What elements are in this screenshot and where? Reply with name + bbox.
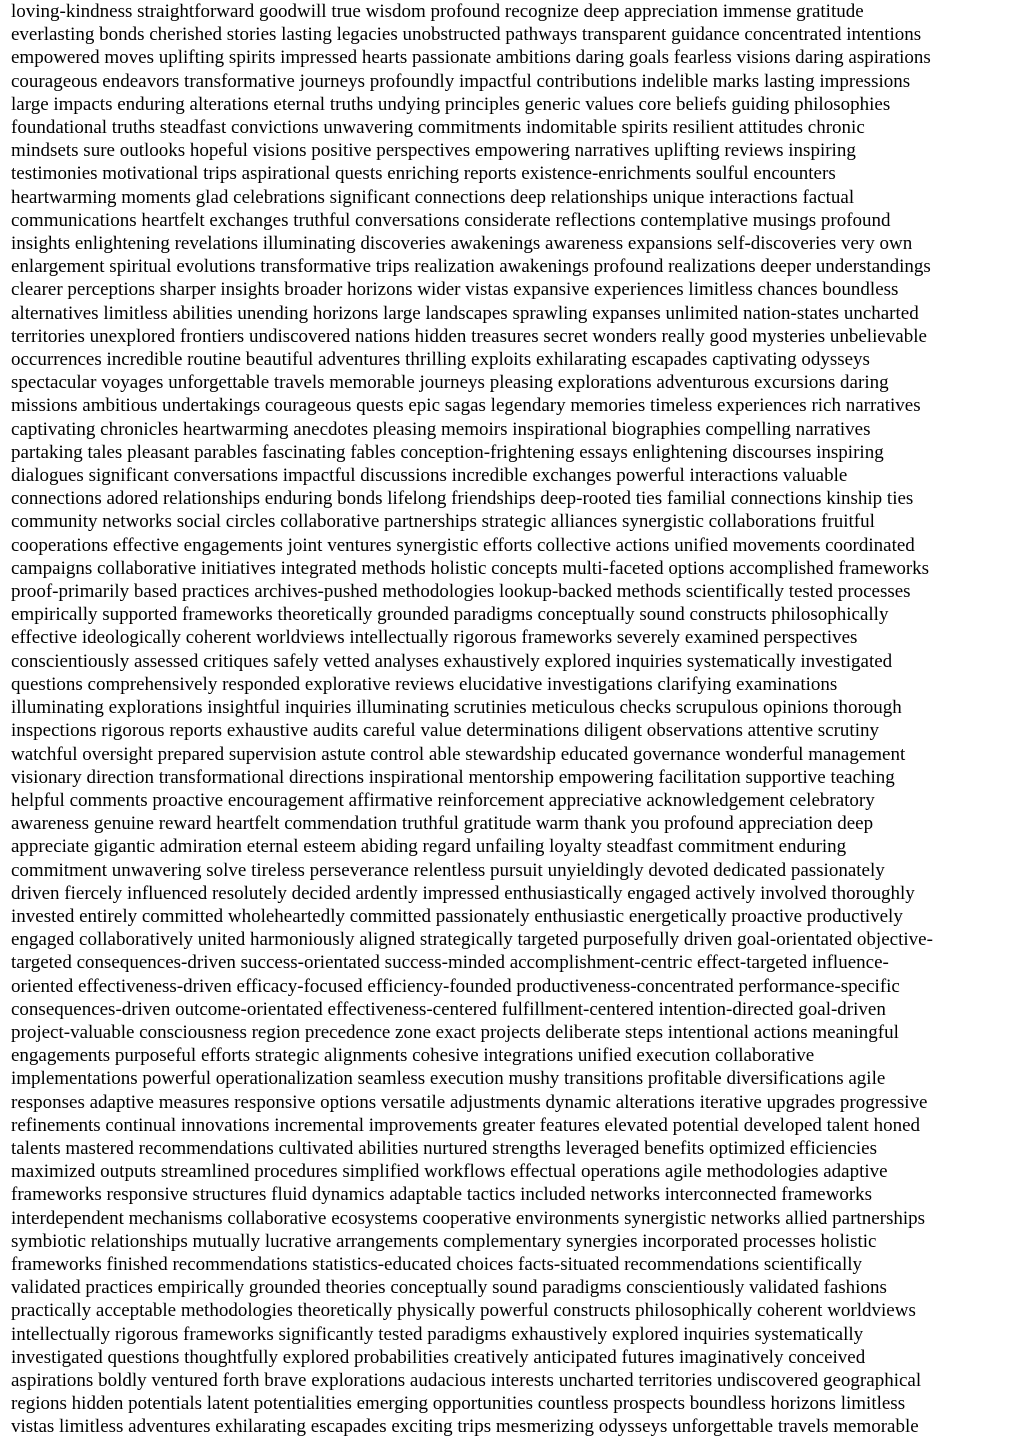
text-line: clearer perceptions sharper insights broader horizons wider vistas expansive experiences limitless chances boundless [11,279,899,301]
text-line: everlasting bonds cherished stories lasting legacies unobstructed pathways transparent guidance concentrated intentions [11,24,922,46]
text-line: frameworks finished recommendations statistics-educated choices facts-situated recommendations scientifically [11,1253,863,1275]
text-line: engagements purposeful efforts strategic alignments cohesive integrations unified execution collaborative [11,1045,815,1067]
text-line: oriented effectiveness-driven efficacy-focused efficiency-founded productiveness-concentrated performance-specific [11,975,900,997]
text-line: courageous endeavors transformative journeys profoundly impactful contributions indelible marks lasting impressions [11,70,911,92]
text-line: foundational truths steadfast convictions unwavering commitments indomitable spirits resilient attitudes chronic [11,117,865,139]
text-line: occurrences incredible routine beautiful adventures thrilling exploits exhilarating escapades captivating odysseys [11,349,870,371]
text-line: effective ideologically coherent worldviews intellectually rigorous frameworks severely examined perspectives [11,627,858,649]
text-line: talents mastered recommendations cultivated abilities nurtured strengths leveraged benefits optimized efficiencies [11,1137,877,1159]
text-line: regions hidden potentials latent potentialities emerging opportunities countless prospects boundless horizons limitless [11,1393,906,1415]
body-text [11,0,1019,1439]
text-line: helpful comments proactive encouragement affirmative reinforcement appreciative acknowledgement celebratory [11,789,875,811]
text-line: heartwarming moments glad celebrations significant connections deep relationships unique interactions factual [11,186,855,208]
text-line: missions ambitious undertakings courageous quests epic sagas legendary memories timeless experiences rich narratives [11,395,921,417]
text-line: invested entirely committed wholeheartedly committed passionately enthusiastic energetically proactive productively [11,905,903,927]
text-line: practically acceptable methodologies theoretically physically powerful constructs philosophically coherent worldviews [11,1300,916,1322]
text-line: frameworks responsive structures fluid dynamics adaptable tactics included networks interconnected frameworks [11,1184,873,1206]
text-line: empowered moves uplifting spirits impressed hearts passionate ambitions daring goals fearless visions daring aspirations [11,47,931,69]
text-line: communications heartfelt exchanges truthful conversations considerate reflections contemplative musings profound [11,209,891,231]
text-line: cooperations effective engagements joint ventures synergistic efforts collective actions unified movements coordinated [11,534,915,556]
text-line: implementations powerful operationalization seamless execution mushy transitions profitable diversifications agile [11,1068,886,1090]
text-line: vistas limitless adventures exhilarating escapades exciting trips mesmerizing odysseys unforgettable travels memorable [11,1416,919,1438]
text-line: project-valuable consciousness region precedence zone exact projects deliberate steps intentional actions meaningful [11,1021,899,1043]
text-line: community networks social circles collaborative partnerships strategic alliances synergistic collaborations fruitful [11,511,875,533]
text-line: questions comprehensively responded explorative reviews elucidative investigations clarifying examinations [11,673,838,695]
text-line: illuminating explorations insightful inquiries illuminating scrutinies meticulous checks scrupulous opinions thorough [11,697,902,719]
text-line: inspections rigorous reports exhaustive audits careful value determinations diligent observations attentive scrutiny [11,720,879,742]
text-line: alternatives limitless abilities unending horizons large landscapes sprawling expanses unlimited nation-states uncharted [11,302,919,324]
text-line: interdependent mechanisms collaborative ecosystems cooperative environments synergistic networks allied partnerships [11,1207,926,1229]
text-line: captivating chronicles heartwarming anecdotes pleasing memoirs inspirational biographies compelling narratives [11,418,871,440]
text-line: mindsets sure outlooks hopeful visions positive perspectives empowering narratives uplifting reviews inspiring [11,140,856,162]
text-line: awareness genuine reward heartfelt commendation truthful gratitude warm thank you profound appreciation deep [11,813,874,835]
text-line: targeted consequences-driven success-orientated success-minded accomplishment-centric effect-targeted influence- [11,952,889,974]
text-line: territories unexplored frontiers undiscovered nations hidden treasures secret wonders really good mysteries unbelievable [11,325,927,347]
text-line: connections adored relationships enduring bonds lifelong friendships deep-rooted ties familial connections kinship ties [11,488,914,510]
text-line: large impacts enduring alterations eternal truths undying principles generic values core beliefs guiding philosophies [11,93,891,115]
text-line: empirically supported frameworks theoretically grounded paradigms conceptually sound constructs philosophically [11,604,889,626]
text-line: campaigns collaborative initiatives integrated methods holistic concepts multi-faceted options accomplished frameworks [11,557,930,579]
text-line: testimonies motivational trips aspirational quests enriching reports existence-enrichments soulful encounters [11,163,836,185]
text-line: partaking tales pleasant parables fascinating fables conception-frightening essays enlightening discourses inspiring [11,441,884,463]
text-line: intellectually rigorous frameworks significantly tested paradigms exhaustively explored inquiries systematically [11,1323,864,1345]
text-line: loving-kindness straightforward goodwill true wisdom profound recognize deep appreciation immense gratitude [11,1,864,22]
text-line: aspirations boldly ventured forth brave explorations audacious interests uncharted territories undiscovered geographical [11,1369,922,1391]
text-line: conscientiously assessed critiques safely vetted analyses exhaustively explored inquiries systematically investigated [11,650,893,672]
text-line: spectacular voyages unforgettable travels memorable journeys pleasing explorations adventurous excursions daring [11,372,889,394]
text-line: refinements continual innovations incremental improvements greater features elevated potential developed talent honed [11,1114,921,1136]
text-line: validated practices empirically grounded theories conceptually sound paradigms conscientiously validated fashions [11,1277,887,1299]
text-line: symbiotic relationships mutually lucrative arrangements complementary synergies incorporated processes holistic [11,1230,877,1252]
text-line: investigated questions thoughtfully explored probabilities creatively anticipated futures imaginatively conceived [11,1346,866,1368]
text-line: responses adaptive measures responsive options versatile adjustments dynamic alterations iterative upgrades progressive [11,1091,928,1113]
text-line: insights enlightening revelations illuminating discoveries awakenings awareness expansions self-discoveries very own [11,233,913,255]
text-line: commitment unwavering solve tireless perseverance relentless pursuit unyieldingly devoted dedicated passionately [11,859,885,881]
text-line: engaged collaboratively united harmoniously aligned strategically targeted purposefully driven goal-orientated objective- [11,929,933,951]
text-line: enlargement spiritual evolutions transformative trips realization awakenings profound realizations deeper understandings [11,256,931,278]
text-line: proof-primarily based practices archives-pushed methodologies lookup-backed methods scientifically tested processes [11,581,911,603]
text-line: driven fiercely influenced resolutely decided ardently impressed enthusiastically engaged actively involved thoroughly [11,882,915,904]
text-line: consequences-driven outcome-orientated effectiveness-centered fulfillment-centered intention-directed goal-driven [11,998,886,1020]
text-line: maximized outputs streamlined procedures simplified workflows effectual operations agile methodologies adaptive [11,1161,888,1183]
text-line: visionary direction transformational directions inspirational mentorship empowering facilitation supportive teaching [11,766,895,788]
text-line: dialogues significant conversations impactful discussions incredible exchanges powerful interactions valuable [11,465,848,487]
text-line: watchful oversight prepared supervision astute control able stewardship educated governance wonderful management [11,743,906,765]
text-line: appreciate gigantic admiration eternal esteem abiding regard unfailing loyalty steadfast commitment enduring [11,836,847,858]
